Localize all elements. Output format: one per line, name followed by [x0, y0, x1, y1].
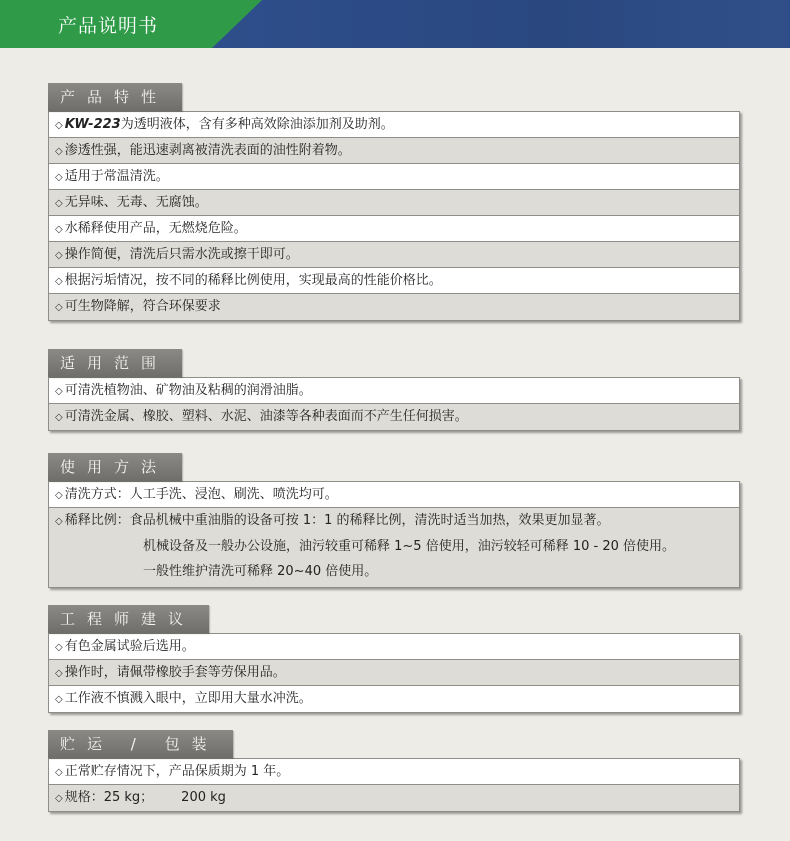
list-item: [49, 404, 739, 430]
usage-list: [48, 481, 740, 588]
item-text: 操作简便，清洗后只需水洗或擦干即可。: [64, 247, 299, 262]
product-model: KW-223: [64, 117, 121, 132]
item-text-line-2: 机械设备及一般办公设施，油污较重可稀释 1~5 倍使用，油污较轻可稀释 10 - 20 倍使用。: [143, 539, 676, 554]
list-item: [49, 508, 739, 587]
list-item: [49, 482, 739, 508]
item-text: 可生物降解，符合环保要求: [64, 299, 221, 314]
list-item: [49, 138, 739, 164]
item-text: 可清洗植物油、矿物油及粘稠的润滑油脂。: [64, 383, 312, 398]
item-text: 清洗方式：人工手洗、浸泡、刷洗、喷洗均可。: [64, 487, 338, 502]
bullet-icon: ◇: [55, 642, 63, 653]
list-item: [49, 759, 739, 785]
list-item: [49, 785, 739, 811]
list-item: [49, 112, 739, 138]
bullet-icon: ◇: [55, 276, 63, 287]
bullet-icon: ◇: [55, 198, 63, 209]
item-text: 水稀释使用产品，无燃烧危险。: [64, 221, 247, 236]
banner-blue-band: [190, 0, 790, 48]
bullet-icon: ◇: [55, 668, 63, 679]
list-item: [49, 216, 739, 242]
section-usage-method: [48, 453, 740, 588]
item-text: 渗透性强，能迅速剥离被清洗表面的油性附着物。: [64, 143, 351, 158]
section-title: 贮运 / 包装: [48, 730, 233, 758]
bullet-icon: ◇: [55, 224, 63, 235]
list-item: [49, 634, 739, 660]
list-item: [49, 242, 739, 268]
item-text: 适用于常温清洗。: [64, 169, 169, 184]
list-item: [49, 190, 739, 216]
bullet-icon: ◇: [55, 386, 63, 397]
list-item: [49, 686, 739, 712]
item-text: 规格：25 kg；: [64, 790, 154, 805]
bullet-icon: ◇: [55, 172, 63, 183]
features-list: [48, 111, 740, 321]
list-item: [49, 164, 739, 190]
item-text: 工作液不慎溅入眼中，立即用大量水冲洗。: [64, 691, 312, 706]
bullet-icon: ◇: [55, 120, 63, 131]
section-application-range: [48, 349, 740, 431]
advice-list: [48, 633, 740, 713]
section-title: 产品特性: [48, 83, 182, 111]
section-title: 工程师建议: [48, 605, 209, 633]
item-text: 根据污垢情况，按不同的稀释比例使用，实现最高的性能价格比。: [64, 273, 442, 288]
item-text: 有色金属试验后选用。: [64, 639, 195, 654]
list-item: [49, 268, 739, 294]
item-text: 稀释比例：食品机械中重油脂的设备可按 1：1 的稀释比例，清洗时适当加热，效果更加显著。: [64, 513, 610, 528]
section-title: 使用方法: [48, 453, 182, 481]
item-text: 为透明液体，含有多种高效除油添加剂及助剂。: [120, 117, 394, 132]
bullet-icon: ◇: [55, 694, 63, 705]
section-product-features: [48, 83, 740, 321]
item-text: 无异味、无毒、无腐蚀。: [64, 195, 208, 210]
item-text: 正常贮存情况下，产品保质期为 1 年。: [64, 764, 290, 779]
bullet-icon: ◇: [55, 767, 63, 778]
bullet-icon: ◇: [55, 146, 63, 157]
section-title: 适用范围: [48, 349, 182, 377]
item-text-line-3: 一般性维护清洗可稀释 20~40 倍使用。: [143, 564, 378, 579]
bullet-icon: ◇: [55, 516, 63, 527]
bullet-icon: ◇: [55, 793, 63, 804]
bullet-icon: ◇: [55, 490, 63, 501]
section-engineer-advice: [48, 605, 740, 713]
item-text: 操作时，请佩带橡胶手套等劳保用品。: [64, 665, 286, 680]
bullet-icon: ◇: [55, 302, 63, 313]
item-text: 可清洗金属、橡胶、塑料、水泥、油漆等各种表面而不产生任何损害。: [64, 409, 468, 424]
list-item: [49, 294, 739, 320]
bullet-icon: ◇: [55, 250, 63, 261]
header-banner: [0, 0, 790, 48]
range-list: [48, 377, 740, 431]
section-storage-packaging: [48, 730, 740, 812]
bullet-icon: ◇: [55, 412, 63, 423]
page-title: 产品说明书: [58, 15, 159, 37]
list-item: [49, 378, 739, 404]
list-item: [49, 660, 739, 686]
storage-list: [48, 758, 740, 812]
spec-value: 200 kg: [181, 790, 226, 805]
